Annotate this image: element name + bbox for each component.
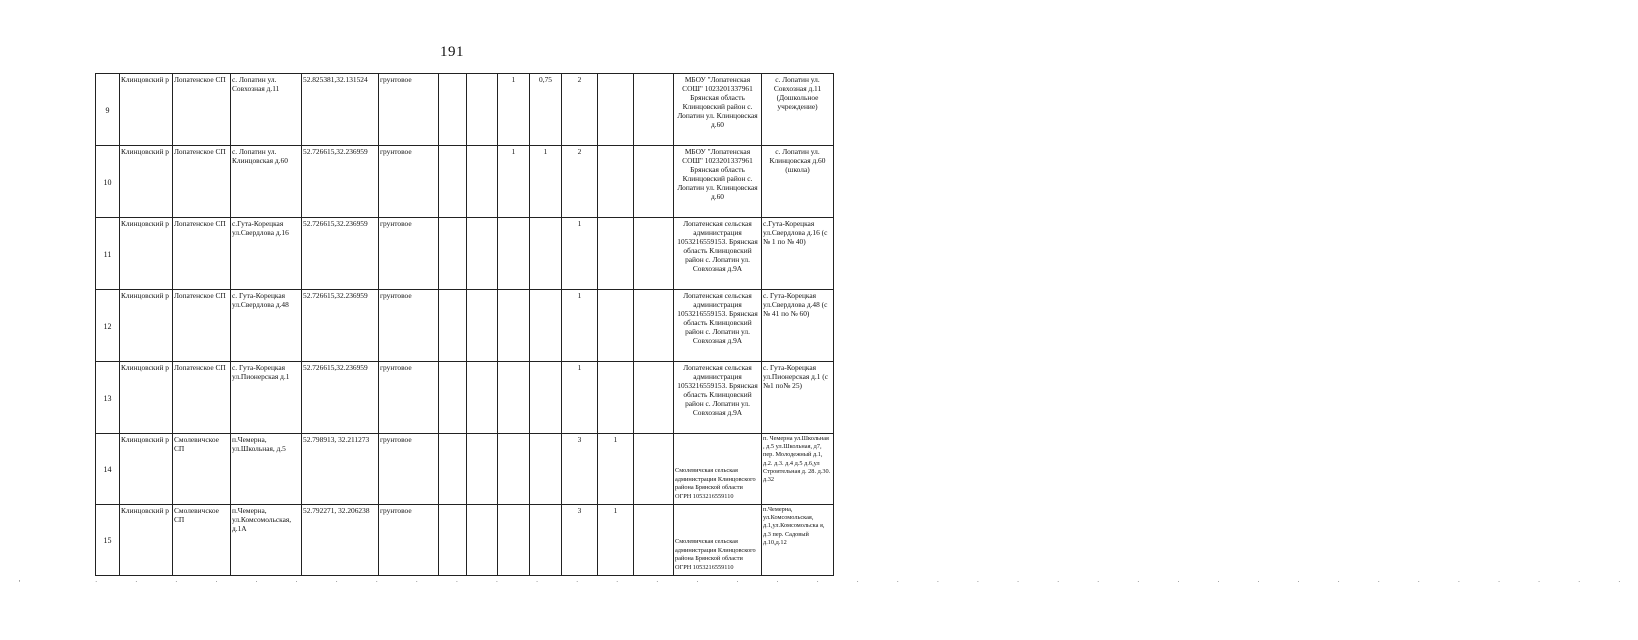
count-cell-4 [530,218,562,290]
settlement-cell: Смолевичское СП [173,505,231,576]
data-table [95,73,834,576]
count-cell-3: 1 [498,74,530,146]
count-cell-7 [634,434,674,505]
table-row [96,218,834,290]
coordinates-cell: 52.825381,32.131524 [302,74,379,146]
settlement-cell: Лопатенское СП [173,362,231,434]
table-row [96,290,834,362]
count-cell-1 [439,505,467,576]
count-cell-2 [467,218,498,290]
address-cell: с. Гута-Корецкая ул.Пионерская д.1 [231,362,302,434]
address-cell: с.Гута-Корецкая ул.Свердлова д.16 [231,218,302,290]
sources-cell: п.Чемерна, ул.Комсомольская, д.1,ул.Комсомольска я, д.3 пер. Садовый д.10,д.12 [762,505,834,576]
surface-cell: грунтовое [379,290,439,362]
count-cell-2 [467,362,498,434]
coordinates-cell: 52.726615,32.236959 [302,146,379,218]
count-cell-2 [467,74,498,146]
page-number: 191 [440,44,464,60]
coordinates-cell: 52.792271, 32.206238 [302,505,379,576]
district-cell: Клинцовский р [120,362,173,434]
count-cell-7 [634,146,674,218]
table-row [96,74,834,146]
district-cell: Клинцовский р [120,434,173,505]
table-row [96,434,834,505]
count-cell-3 [498,434,530,505]
surface-cell: грунтовое [379,434,439,505]
count-cell-4: 1 [530,146,562,218]
sources-cell: с. Гута-Корецкая ул.Свердлова д.48 (с № 41 по № 60) [762,290,834,362]
margin-mark: · [18,576,21,586]
surface-cell: грунтовое [379,74,439,146]
organization-cell: МБОУ "Лопатенская СОШ" 1023201337961 Брянская область Клинцовский район с. Лопатин ул. Клинцовская д.60 [674,146,762,218]
organization-cell: Смолевичская сельская администрация Клинцовского района Брянской области ОГРН 1053216559110 [674,505,762,576]
sources-cell: с. Лопатин ул. Совхозная д.11 (Дошкольное учреждение) [762,74,834,146]
count-cell-5: 2 [562,74,598,146]
table-row [96,362,834,434]
organization-cell: Лопатенская сельская администрация 1053216559153. Брянская область Клинцовский район с. Лопатин ул. Совхозная д.9А [674,362,762,434]
count-cell-7 [634,218,674,290]
row-number: 15 [96,505,120,576]
sources-cell: п. Чемерна ул.Школьная , д.5 ул.Школьная, д7, пер. Молодежный д.1, д.2. д.3. д.4 д.5 д.6,ул Строительная д. 28. д.30. д.32 [762,434,834,505]
coordinates-cell: 52.726615,32.236959 [302,218,379,290]
address-cell: с. Лопатин ул. Клинцовская д.60 [231,146,302,218]
row-number: 10 [96,146,120,218]
surface-cell: грунтовое [379,146,439,218]
count-cell-6 [598,218,634,290]
count-cell-5: 3 [562,434,598,505]
count-cell-5: 3 [562,505,598,576]
count-cell-4 [530,434,562,505]
organization-cell: Лопатенская сельская администрация 1053216559153. Брянская область Клинцовский район с. Лопатин ул. Совхозная д.9А [674,218,762,290]
count-cell-3 [498,290,530,362]
surface-cell: грунтовое [379,362,439,434]
count-cell-1 [439,218,467,290]
settlement-cell: Лопатенское СП [173,146,231,218]
count-cell-2 [467,146,498,218]
count-cell-7 [634,505,674,576]
count-cell-6 [598,146,634,218]
surface-cell: грунтовое [379,505,439,576]
table-row [96,146,834,218]
count-cell-6 [598,74,634,146]
address-cell: с. Гута-Корецкая ул.Свердлова д.48 [231,290,302,362]
district-cell: Клинцовский р [120,218,173,290]
surface-cell: грунтовое [379,218,439,290]
coordinates-cell: 52.726615,32.236959 [302,290,379,362]
count-cell-1 [439,74,467,146]
coordinates-cell: 52.726615,32.236959 [302,362,379,434]
row-number: 14 [96,434,120,505]
count-cell-5: 2 [562,146,598,218]
count-cell-7 [634,362,674,434]
count-cell-4 [530,362,562,434]
district-cell: Клинцовский р [120,505,173,576]
organization-cell: Лопатенская сельская администрация 1053216559153. Брянская область Клинцовский район с. Лопатин ул. Совхозная д.9А [674,290,762,362]
count-cell-4 [530,290,562,362]
organization-cell: Смолевичская сельская администрация Клинцовского района Брянской области ОГРН 1053216559110 [674,434,762,505]
count-cell-1 [439,362,467,434]
organization-cell: МБОУ "Лопатенская СОШ" 1023201337961 Брянская область Клинцовский район с. Лопатин ул. Клинцовская д.60 [674,74,762,146]
address-cell: п.Чемерна, ул.Комсомольская, д.1А [231,505,302,576]
count-cell-5: 1 [562,362,598,434]
count-cell-7 [634,74,674,146]
count-cell-7 [634,290,674,362]
bottom-dotted-line: · · · · · · · · · · · · · · · · · · · · · · · · · · · · · · · · · · · · · · · [95,578,1638,586]
row-number: 12 [96,290,120,362]
count-cell-4: 0,75 [530,74,562,146]
count-cell-6: 1 [598,505,634,576]
count-cell-4 [530,505,562,576]
settlement-cell: Лопатенское СП [173,74,231,146]
count-cell-2 [467,434,498,505]
address-cell: п.Чемерна, ул.Школьная, д.5 [231,434,302,505]
sources-cell: с. Лопатин ул. Клинцовская д.60 (школа) [762,146,834,218]
count-cell-2 [467,505,498,576]
count-cell-3 [498,362,530,434]
count-cell-2 [467,290,498,362]
count-cell-5: 1 [562,290,598,362]
district-cell: Клинцовский р [120,290,173,362]
count-cell-6: 1 [598,434,634,505]
count-cell-1 [439,146,467,218]
count-cell-3 [498,505,530,576]
sources-cell: с.Гута-Корецкая ул.Свердлова д.16 (с № 1 по № 40) [762,218,834,290]
settlement-cell: Лопатенское СП [173,218,231,290]
coordinates-cell: 52.798913, 32.211273 [302,434,379,505]
count-cell-1 [439,434,467,505]
table-row [96,505,834,576]
count-cell-5: 1 [562,218,598,290]
row-number: 11 [96,218,120,290]
count-cell-3 [498,218,530,290]
district-cell: Клинцовский р [120,146,173,218]
count-cell-6 [598,290,634,362]
settlement-cell: Смолевичское СП [173,434,231,505]
row-number: 9 [96,74,120,146]
count-cell-3: 1 [498,146,530,218]
sources-cell: с. Гута-Корецкая ул.Пионерская д.1 (с №1 по№ 25) [762,362,834,434]
count-cell-6 [598,362,634,434]
address-cell: с. Лопатин ул. Совхозная д.11 [231,74,302,146]
district-cell: Клинцовский р [120,74,173,146]
settlement-cell: Лопатенское СП [173,290,231,362]
row-number: 13 [96,362,120,434]
count-cell-1 [439,290,467,362]
